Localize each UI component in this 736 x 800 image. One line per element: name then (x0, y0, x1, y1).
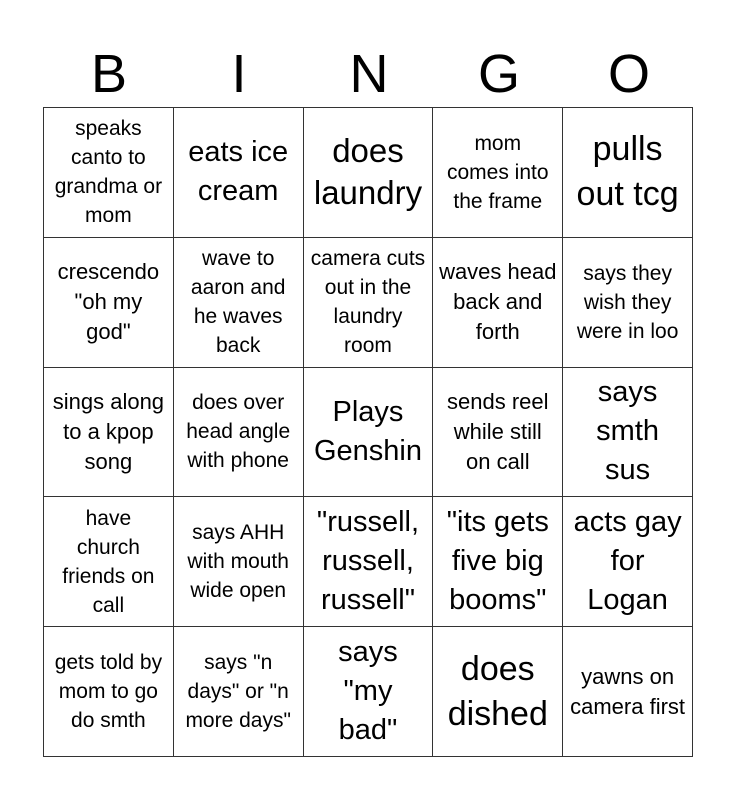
header-letter-n: N (349, 44, 389, 104)
cell-text: Plays Genshin (313, 395, 422, 467)
bingo-cell-r5c2[interactable] (174, 627, 304, 757)
cell-text: eats ice cream (188, 136, 289, 208)
bingo-cell-r1c4[interactable] (433, 108, 563, 238)
bingo-cell-r4c1[interactable] (44, 497, 174, 627)
bingo-cell-r2c4[interactable] (433, 238, 563, 368)
bingo-cell-r5c3[interactable] (304, 627, 434, 757)
cell-text: acts gay for Logan (573, 506, 682, 617)
cell-text: says they wish they were in loo (576, 261, 679, 343)
header-letter-g: G (477, 44, 520, 104)
cell-text: does laundry (313, 132, 423, 212)
cell-text: does dished (447, 649, 548, 733)
cell-text: sings along to a kpop song (52, 388, 165, 474)
bingo-cell-r4c4[interactable] (433, 497, 563, 627)
bingo-cell-r1c2[interactable] (174, 108, 304, 238)
bingo-cell-r2c3[interactable] (304, 238, 434, 368)
bingo-cell-r3c2[interactable] (174, 368, 304, 498)
bingo-cell-r4c5[interactable] (563, 497, 693, 627)
bingo-cell-r5c1[interactable] (44, 627, 174, 757)
cell-text: have church friends on call (62, 506, 155, 617)
bingo-cell-r3c3[interactable] (304, 368, 434, 498)
bingo-grid (43, 107, 693, 757)
bingo-cell-r3c1[interactable] (44, 368, 174, 498)
bingo-cell-r5c5[interactable] (563, 627, 693, 757)
cell-text: pulls out tcg (576, 130, 679, 214)
cell-text: yawns on camera first (570, 663, 686, 719)
bingo-cell-r3c4[interactable] (433, 368, 563, 498)
cell-text: sends reel while still on call (447, 388, 549, 474)
bingo-cell-r2c5[interactable] (563, 238, 693, 368)
cell-text: camera cuts out in the laundry room (310, 247, 426, 358)
cell-text: "russell, russell, russell" (316, 506, 420, 617)
cell-text: wave to aaron and he waves back (190, 247, 286, 358)
cell-text: crescendo "oh my god" (57, 259, 160, 345)
bingo-header (44, 44, 694, 104)
header-letter-b: B (90, 44, 128, 104)
bingo-cell-r1c5[interactable] (563, 108, 693, 238)
cell-text: speaks canto to grandma or mom (54, 117, 163, 228)
bingo-cell-r2c2[interactable] (174, 238, 304, 368)
bingo-cell-r4c3[interactable] (304, 497, 434, 627)
bingo-cell-r1c3[interactable] (304, 108, 434, 238)
cell-text: says AHH with mouth wide open (187, 521, 289, 603)
header-letter-o: O (607, 44, 650, 104)
header-letter-i: I (231, 44, 247, 104)
cell-text: says smth sus (596, 376, 660, 487)
bingo-cell-r1c1[interactable] (44, 108, 174, 238)
bingo-cell-r3c5[interactable] (563, 368, 693, 498)
cell-text: mom comes into the frame (447, 131, 549, 213)
cell-text: gets told by mom to go do smth (54, 651, 163, 733)
bingo-cell-r5c4[interactable] (433, 627, 563, 757)
cell-text: does over head angle with phone (186, 391, 291, 473)
cell-text: says "n days" or "n more days" (185, 651, 291, 733)
bingo-cell-r2c1[interactable] (44, 238, 174, 368)
cell-text: says "my bad" (338, 636, 398, 747)
cell-text: waves head back and forth (439, 259, 557, 345)
cell-text: "its gets five big booms" (446, 506, 549, 617)
bingo-cell-r4c2[interactable] (174, 497, 304, 627)
